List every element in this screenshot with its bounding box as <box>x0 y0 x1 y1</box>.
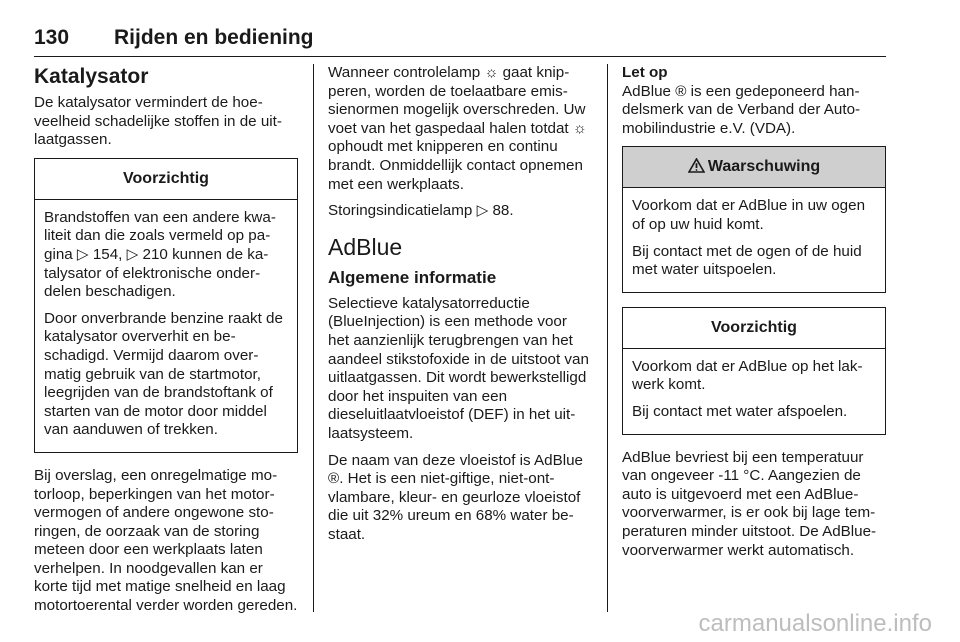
subsection-title: Algemene informatie <box>328 267 497 287</box>
caution-paragraph: Brandstoffen van een andere kwaliteit dan die zoals vermeld op pagina ▷ 154, ▷ 210 kunnen de katalysator of elektronische onderdelen beschadigen. <box>44 208 276 301</box>
warning-box <box>622 146 886 292</box>
page-header <box>34 26 886 57</box>
paragraph: De katalysator vermindert de hoeveelheid schadelijke stoffen in de uitlaatgassen. <box>34 94 282 149</box>
caution-paragraph: Voorkom dat er AdBlue op het lakwerk komt. <box>632 357 863 394</box>
caution-title: Voorzichtig <box>35 159 297 200</box>
note-label: Let op <box>622 64 668 81</box>
note-text: AdBlue ® is een gedeponeerd handelsmerk van de Verband der Automobilindustrie e.V. (VDA). <box>622 82 861 137</box>
paragraph: Storingsindicatielamp ▷ 88. <box>328 202 514 220</box>
watermark: carmanualsonline.info <box>698 610 932 637</box>
column-2 <box>328 64 592 552</box>
column-1 <box>34 64 298 624</box>
column-3 <box>622 64 886 568</box>
caution-paragraph: Door onverbrande benzine raakt de katalysator oververhit en beschadigd. Vermijd daarom overmatig gebruik van de startmotor, leegrijden van de brandstoftank of starten van de motor door middel van aanduwen of trekken. <box>44 309 283 439</box>
caution-paragraph: Bij contact met water afspoelen. <box>632 402 848 420</box>
warning-title-text: Waarschuwing <box>707 158 821 176</box>
warning-paragraph: Voorkom dat er AdBlue in uw ogen of op uw huid komt. <box>632 197 866 233</box>
paragraph: Wanneer controlelamp ☼ gaat knipperen, worden de toelaatbare emissienormen mogelijk overschreden. Uw voet van het gaspedaal halen totdat ☼ ophoudt met knipperen en continu brandt. Onmiddellijk contact opnemen met een werkplaats. <box>328 64 587 193</box>
section-title-katalysator: Katalysator <box>34 65 149 88</box>
section-title-adblue: AdBlue <box>328 233 403 260</box>
column-divider <box>313 64 314 612</box>
warning-paragraph: Bij contact met de ogen of de huid met water uitspoelen. <box>632 242 862 279</box>
paragraph: AdBlue bevriest bij een temperatuur van ongeveer -11 °C. Aangezien de auto is uitgevoerd met een AdBlue-voorverwarmer, is er ook bij lage temperaturen minder uitstoot. De AdBlue-voorverwarmer werkt automatisch. <box>622 448 877 559</box>
page-number: 130 <box>34 26 70 49</box>
paragraph: Selectieve katalysatorreductie (BlueInjection) is een methode voor het aanzienlijk terugbrengen van het aandeel stikstofoxide in de uitstoot van uitlaatgassen. Dit wordt bewerkstelligd door het inspuiten van een dieseluitlaatvloeistof (DEF) in het uitlaatsysteem. <box>328 294 589 442</box>
column-divider <box>607 64 608 612</box>
warning-title <box>623 147 885 188</box>
caution-box <box>622 307 886 435</box>
paragraph: Bij overslag, een onregelmatige motorloop, beperkingen van het motorvermogen of andere ongewone storingen, de oorzaak van de storing meteen door een werkplaats laten verhelpen. In noodgevallen kan er korte tijd met matige snelheid en laag motortoerental verder worden gereden. <box>34 466 298 615</box>
paragraph: De naam van deze vloeistof is AdBlue ®. Het is een niet-giftige, niet-ontvlambare, kleur- en geurloze vloeistof die uit 32% ureum en 68% water bestaat. <box>328 451 583 543</box>
warning-icon <box>688 158 705 173</box>
caution-box <box>34 158 298 453</box>
chapter-title: Rijden en bediening <box>114 26 314 49</box>
caution-title: Voorzichtig <box>623 308 885 349</box>
